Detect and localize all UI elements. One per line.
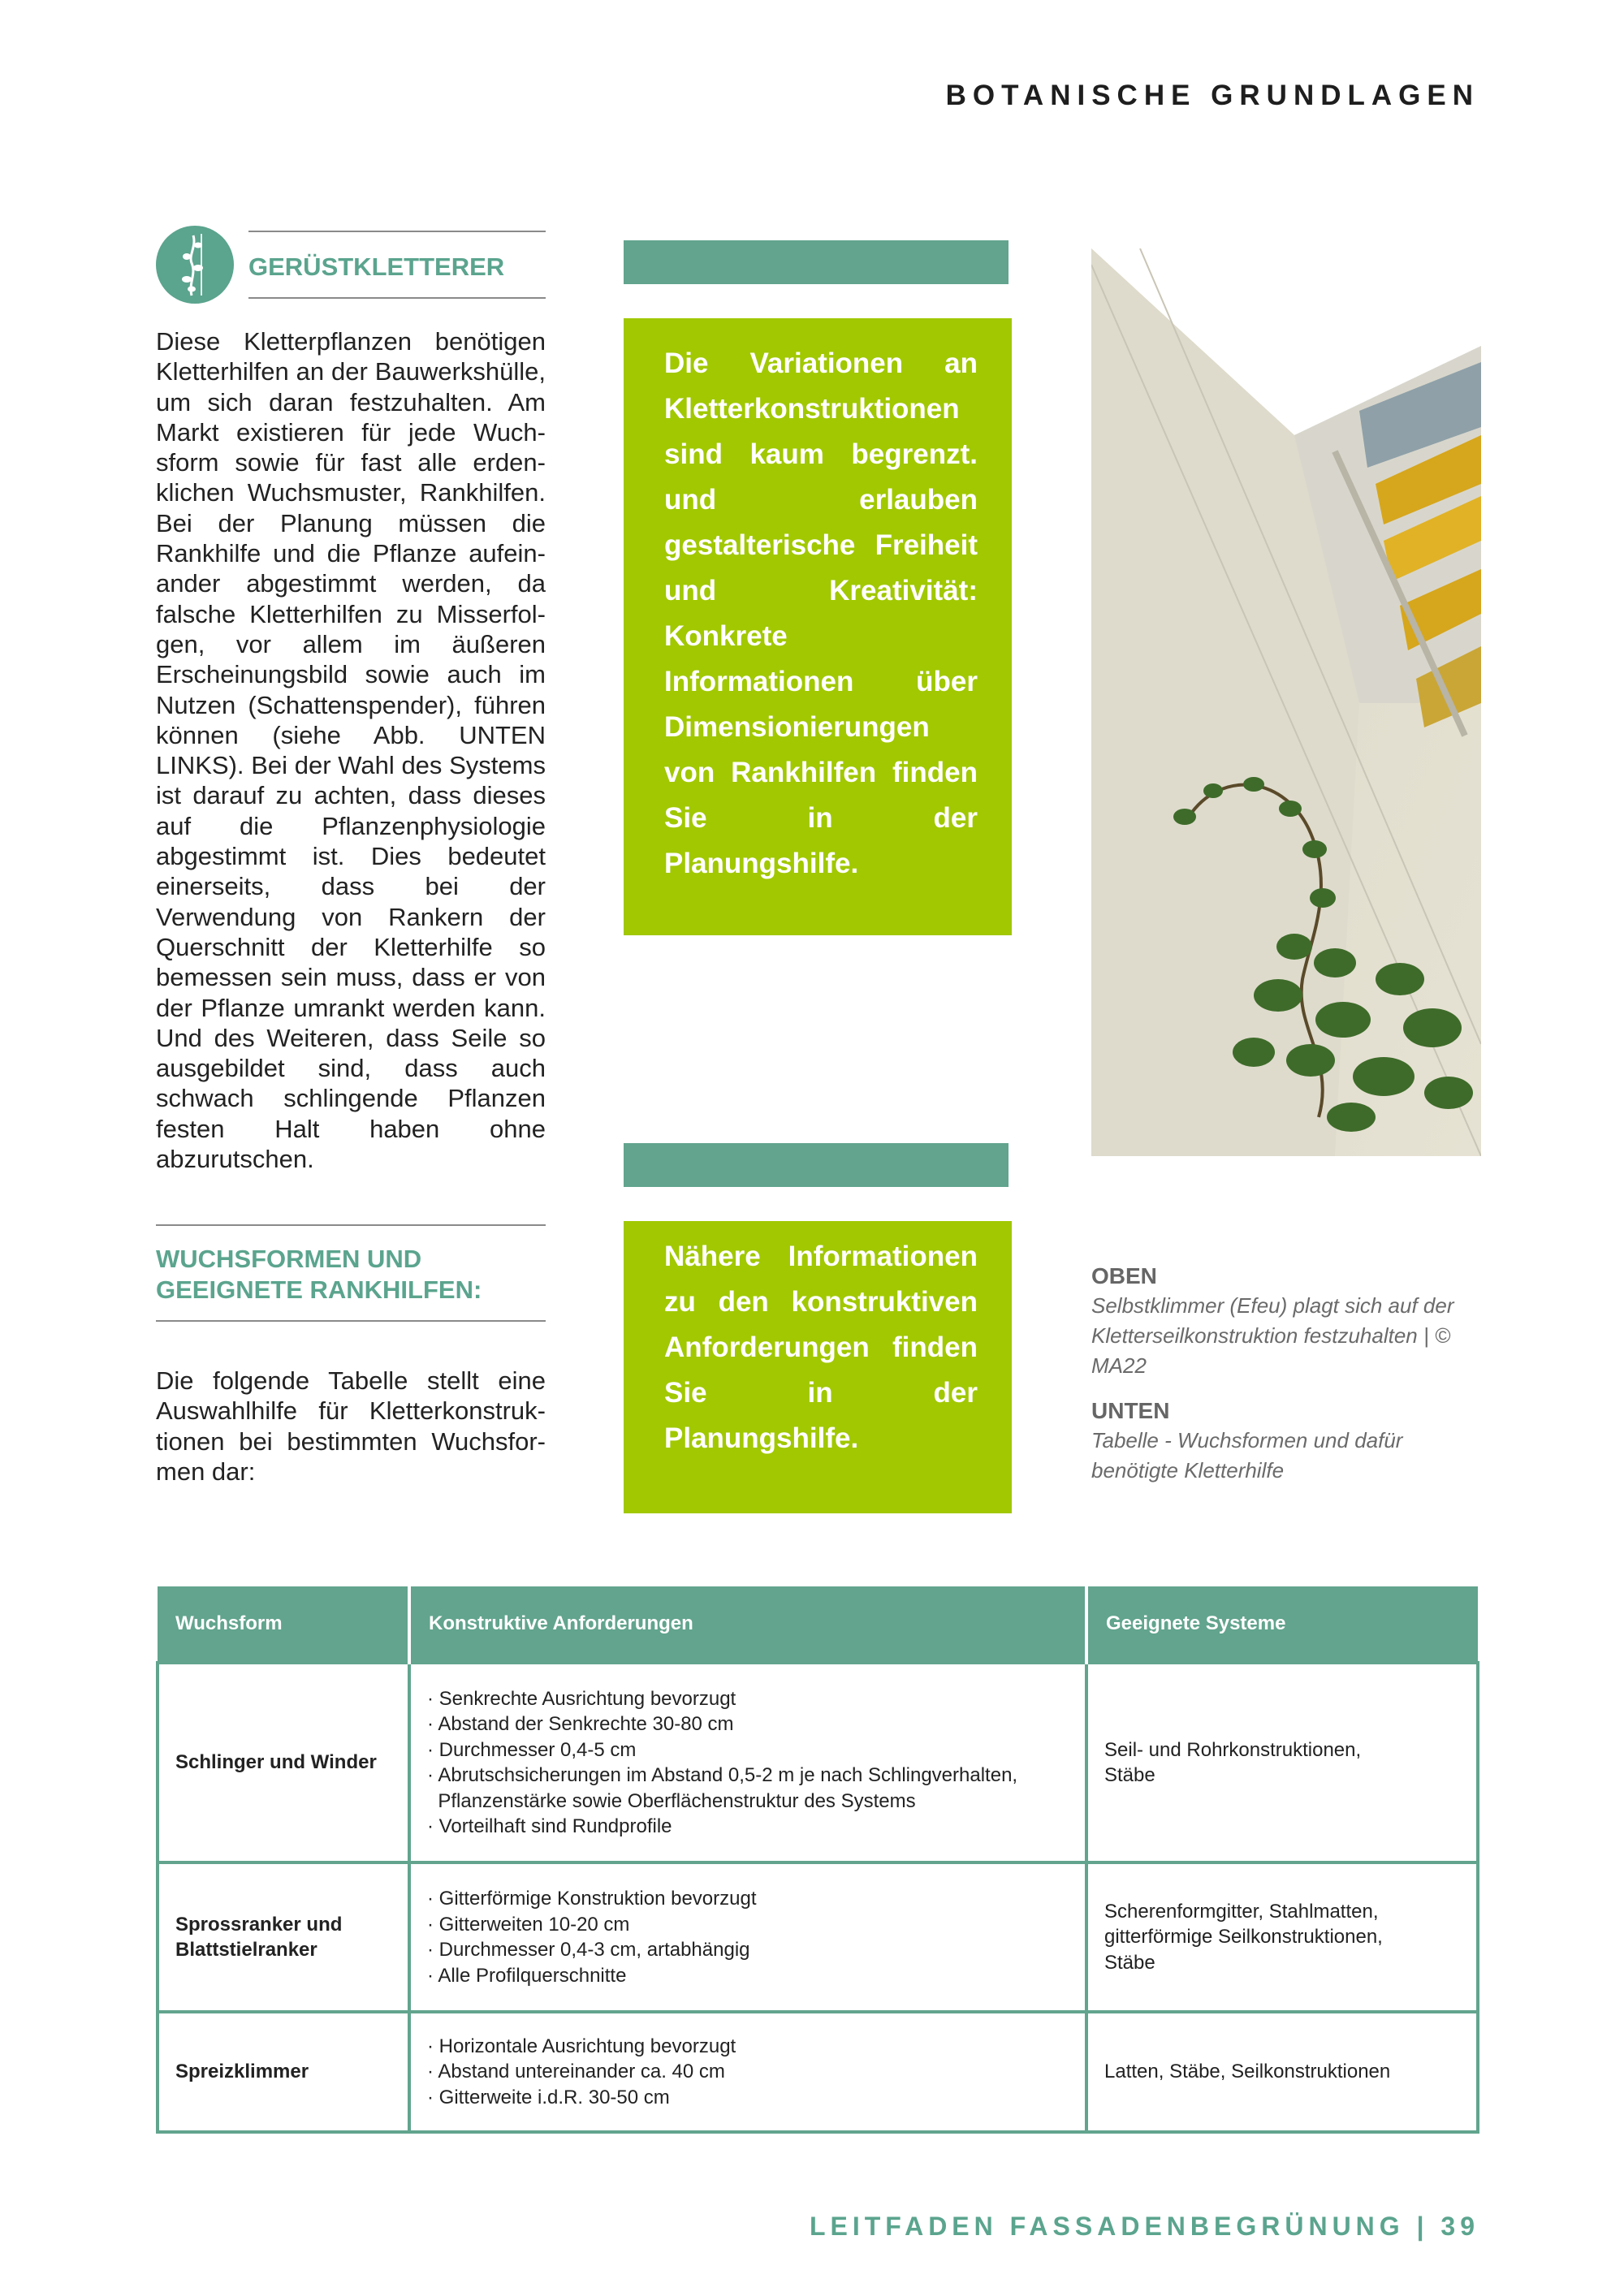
table-header-cell: Wuchsform xyxy=(158,1586,409,1663)
section1-paragraph: Diese Kletterpflanzen benötigen Kletterhilfen an der Bauwerkshülle, um sich daran festzuhalten. Am Markt existieren für jede Wuchsform sowie für fast alle erdenklichen Wuchsmuster, Rankhilfen. Bei der Planung müssen die Rankhilfe und die Pflanze aufeinander abgestimmt werden, da falsche Kletterhilfen zu Misserfolgen, vor allem im äußeren Erscheinungsbild sowie auch im Nutzen (Schattenspender), führen können (siehe Abb. UNTEN LINKS). Bei der Wahl des Systems ist darauf zu achten, dass dieses auf die Pflanzenphysiologie abgestimmt ist. Dies bedeutet einerseits, dass bei der Verwendung von Rankern der Querschnitt der Kletterhilfe so bemessen sein muss, dass er von der Pflanze umrankt werden kann. Und des Weiteren, dass Seile so ausgebildet sind, dass auch schwach schlingende Pflanzen festen Halt haben ohne abzurutschen. xyxy=(156,327,546,1174)
system-line: Scherenformgitter, Stahlmatten, xyxy=(1104,1900,1379,1923)
table-cell-systems xyxy=(1086,2012,1478,2132)
system-line: gitterförmige Seilkonstruktionen, xyxy=(1104,1926,1383,1949)
form-line: Sprossranker und xyxy=(175,1913,343,1936)
system-line: Stäbe xyxy=(1104,1764,1155,1786)
callout1-text: Die Variationen an Kletterkonstruktionen sind kaum begrenzt. und erlauben gestalterische Freiheit und Kreativität: Konkrete Informationen über Dimensionierungen von Rankhilfen finden Sie in der Planungshilfe. xyxy=(664,347,978,879)
table-row xyxy=(158,1663,1478,1862)
caption-top-text: Selbstklimmer (Efeu) plagt sich auf der Kletterseilkonstruktion festzuhalten | © MA22 xyxy=(1091,1293,1454,1378)
requirement-line: · Alle Profilquerschnitte xyxy=(427,1964,627,1987)
section2-paragraph: Die folgende Tabelle stellt eine Auswahlhilfe für Kletterkonstruktionen bei bestimmten Wuchsformen dar: xyxy=(156,1366,546,1486)
requirement-line: Pflanzenstärke sowie Oberflächenstruktur des Systems xyxy=(427,1789,916,1812)
page-footer: LEITFADEN FASSADENBEGRÜNUNG | 39 xyxy=(809,2212,1479,2241)
table-cell-form xyxy=(158,1862,409,2012)
table-cell-form: Schlinger und Winder xyxy=(158,1663,409,1862)
requirement-line: · Vorteilhaft sind Rundprofile xyxy=(427,1815,672,1837)
requirement-line: · Abstand der Senkrechte 30-80 cm xyxy=(427,1713,734,1735)
requirement-line: · Abstand untereinander ca. 40 cm xyxy=(427,2061,725,2083)
ivy-on-facade-photo xyxy=(1091,248,1481,1156)
table-header-row xyxy=(158,1586,1478,1663)
table-cell-requirements xyxy=(409,2012,1086,2132)
table-header-cell: Geeignete Systeme xyxy=(1086,1586,1478,1663)
climbing-plant-icon xyxy=(156,226,234,304)
callout2-box xyxy=(624,1221,1012,1513)
section2-rule-bottom xyxy=(156,1320,546,1322)
requirement-line: · Abrutschsicherungen im Abstand 0,5-2 m je nach Schlingverhalten, xyxy=(427,1764,1018,1786)
requirement-line: · Horizontale Ausrichtung bevorzugt xyxy=(427,2035,736,2057)
table-cell-form: Spreizklimmer xyxy=(158,2012,409,2132)
section1-heading: GERÜSTKLETTERER xyxy=(248,252,505,281)
table-row xyxy=(158,1862,1478,2012)
form-line: Blattstielranker xyxy=(175,1939,317,1961)
caption-top-label: OBEN xyxy=(1091,1263,1157,1288)
system-line: Seil- und Rohrkonstruktionen, xyxy=(1104,1738,1362,1761)
requirement-line: · Gitterweiten 10-20 cm xyxy=(427,1913,630,1936)
callout2-text: Nähere Informationen zu den konstruktiven Anforderungen finden Sie in der Planungshilfe. xyxy=(664,1241,978,1454)
page-header-title: BOTANISCHE GRUNDLAGEN xyxy=(945,80,1479,111)
system-line: Stäbe xyxy=(1104,1951,1155,1974)
table-row xyxy=(158,2012,1478,2132)
table-cell-systems xyxy=(1086,1663,1478,1862)
requirement-line: · Gitterweite i.d.R. 30-50 cm xyxy=(427,2086,670,2108)
callout1-box xyxy=(624,318,1012,935)
system-line: Latten, Stäbe, Seilkonstruktionen xyxy=(1104,2061,1391,2083)
table-cell-requirements xyxy=(409,1663,1086,1862)
section2-heading: WUCHSFORMEN UND GEEIGNETE RANKHILFEN: xyxy=(156,1245,482,1304)
caption-bottom-text: Tabelle - Wuchsformen und dafür benötigte Kletterhilfe xyxy=(1091,1428,1403,1482)
wuchsformen-table xyxy=(156,1586,1479,2134)
section2-rule-top xyxy=(156,1224,546,1226)
callout2-bar xyxy=(624,1143,1009,1187)
requirement-line: · Gitterförmige Konstruktion bevorzugt xyxy=(427,1888,757,1910)
requirement-line: · Durchmesser 0,4-5 cm xyxy=(427,1738,637,1761)
table-header-cell: Konstruktive Anforderungen xyxy=(409,1586,1086,1663)
caption-bottom-label: UNTEN xyxy=(1091,1398,1170,1423)
table-cell-requirements xyxy=(409,1862,1086,2012)
section1-rule-bottom xyxy=(248,297,546,299)
requirement-line: · Durchmesser 0,4-3 cm, artabhängig xyxy=(427,1939,750,1961)
callout1-bar xyxy=(624,240,1009,284)
table-cell-systems xyxy=(1086,1862,1478,2012)
section1-rule-top xyxy=(248,231,546,232)
requirement-line: · Senkrechte Ausrichtung bevorzugt xyxy=(427,1687,736,1710)
